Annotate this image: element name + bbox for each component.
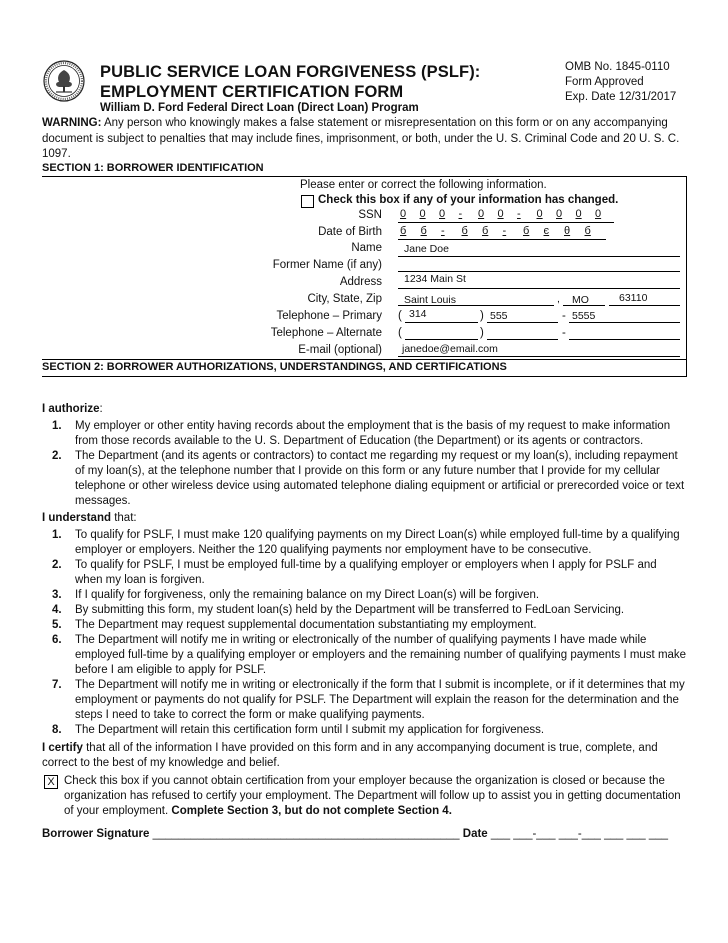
- ssn-field[interactable]: [400, 208, 616, 222]
- city-state-zip-label: City, State, Zip: [307, 293, 382, 305]
- state-field[interactable]: MO: [572, 294, 589, 306]
- understand-list: [42, 528, 687, 738]
- dob-field-char: θ: [564, 225, 571, 237]
- ssn-field-char: 0: [595, 208, 602, 220]
- authorize-bold: I authorize: [42, 403, 100, 415]
- authorize-colon: :: [99, 403, 103, 415]
- dob-field-char: є: [543, 225, 550, 237]
- list-number: 3.: [52, 589, 62, 601]
- list-item-text: The Department (and its agents or contractors) to contact me regarding my request or my loan(s), including repayment of my loan(s), at the telephone number that I provide on this form or any future number that I provide for my cellular telephone or other wireless device using automated telephone dialing equipment or artificial or prerecorded voice or text messages.: [75, 450, 685, 507]
- dob-field-char: б: [420, 225, 427, 237]
- address-field[interactable]: 1234 Main St: [404, 273, 466, 285]
- city-field[interactable]: Saint Louis: [404, 294, 456, 306]
- date-line[interactable]: ___ ___-___ ___-___ ___ ___ ___: [490, 828, 669, 840]
- phone-primary-paren-open: (: [398, 310, 402, 322]
- authorize-list: [42, 419, 687, 509]
- signature-row: [42, 827, 687, 842]
- dob-field-char: б: [523, 225, 530, 237]
- title-line-2: EMPLOYMENT CERTIFICATION FORM: [100, 83, 404, 101]
- phone-area-field[interactable]: 314: [409, 308, 427, 320]
- section2-top-rule: [42, 359, 687, 360]
- section1-rule: [42, 176, 687, 177]
- form-title: [100, 62, 480, 102]
- dob-field-char: б: [584, 225, 591, 237]
- no-certification-checkbox[interactable]: X: [44, 775, 58, 789]
- address-underline: [398, 288, 680, 289]
- list-item-text: To qualify for PSLF, I must make 120 qualifying payments on my Direct Loan(s) while employed full-time by a qualifying employer or employers. Neither the 120 qualifying payments nor employment have to be consecutive.: [75, 529, 680, 556]
- dob-field-char: б: [461, 225, 468, 237]
- warning-label: WARNING:: [42, 117, 102, 129]
- phone-alternate-label: Telephone – Alternate: [270, 327, 382, 339]
- info-changed-checkbox[interactable]: [301, 195, 314, 208]
- list-item: [42, 419, 687, 449]
- understand-rest: that:: [111, 512, 137, 524]
- certify-bold: I certify: [42, 742, 83, 754]
- date-label: Date: [462, 828, 488, 840]
- section2-heading: SECTION 2: BORROWER AUTHORIZATIONS, UNDERSTANDINGS, AND CERTIFICATIONS: [42, 361, 507, 373]
- expiration-date: Exp. Date 12/31/2017: [565, 91, 677, 103]
- list-item: [42, 618, 687, 633]
- former-name-label: Former Name (if any): [272, 259, 382, 271]
- ssn-field-char: 0: [439, 208, 446, 220]
- list-number: 7.: [52, 679, 62, 691]
- ssn-field-char: 0: [419, 208, 426, 220]
- list-item: [42, 588, 687, 603]
- former-name-field[interactable]: [404, 259, 674, 271]
- list-number: 2.: [52, 450, 62, 462]
- program-subtitle: William D. Ford Federal Direct Loan (Direct Loan) Program: [100, 102, 419, 114]
- list-number: 5.: [52, 619, 62, 631]
- list-number: 1.: [52, 420, 62, 432]
- list-number: 2.: [52, 559, 62, 571]
- list-item: [42, 558, 687, 588]
- no-certification-text: Check this box if you cannot obtain certification from your employer because the organization is closed or because the organization has refused to certify your employment. The Department will follow up to assist you in getting documentation of your employment.: [64, 775, 681, 817]
- zip-underline: [609, 305, 680, 306]
- list-item-text: By submitting this form, my student loan(s) held by the Department will be transferred to FedLoan Servicing.: [75, 604, 625, 616]
- section2-rule: [42, 376, 687, 377]
- email-label: E-mail (optional): [298, 344, 382, 356]
- former-name-underline: [398, 271, 680, 272]
- dob-field[interactable]: [400, 225, 608, 239]
- phone-alt-area-field[interactable]: [405, 339, 478, 340]
- phone-primary-paren-close: ): [480, 310, 484, 322]
- warning-text: Any person who knowingly makes a false statement or misrepresentation on this form or on any accompanying document is subject to penalties that may include fines, imprisonment, or both, under the U. S. Criminal Code and 20 U. S. C. 1097.: [42, 117, 680, 160]
- ssn-field-char: 0: [478, 208, 485, 220]
- phone-alt-paren-close: ): [480, 327, 484, 339]
- ssn-field-char: 0: [536, 208, 543, 220]
- ssn-field-char: -: [517, 208, 521, 220]
- list-number: 1.: [52, 529, 62, 541]
- list-item: [42, 633, 687, 678]
- list-item: [42, 678, 687, 723]
- section1-heading: SECTION 1: BORROWER IDENTIFICATION: [42, 162, 264, 174]
- list-item: [42, 723, 687, 738]
- list-item: [42, 449, 687, 509]
- list-number: 4.: [52, 604, 62, 616]
- name-label: Name: [351, 242, 382, 254]
- dob-field-char: б: [482, 225, 489, 237]
- department-seal-icon: [43, 60, 85, 102]
- dob-label: Date of Birth: [318, 226, 382, 238]
- signature-label: Borrower Signature: [42, 828, 150, 840]
- phone-alt-line-field[interactable]: [569, 339, 680, 340]
- name-field[interactable]: Jane Doe: [404, 243, 449, 255]
- dob-field-char: б: [400, 225, 407, 237]
- phone-prefix-field[interactable]: 555: [490, 310, 508, 322]
- list-item: [42, 603, 687, 618]
- name-underline: [398, 256, 680, 257]
- ssn-field-char: -: [458, 208, 463, 220]
- omb-number: OMB No. 1845-0110: [565, 61, 670, 73]
- email-underline: [398, 356, 680, 357]
- city-state-comma: ,: [557, 293, 560, 305]
- dob-field-char: -: [441, 225, 445, 237]
- list-number: 8.: [52, 724, 62, 736]
- zip-field[interactable]: 63110: [619, 292, 648, 304]
- form-approved: Form Approved: [565, 76, 644, 88]
- list-item-text: The Department will notify me in writing or electronically of the number of qualifying payments I have made while employed full-time by a qualifying employer or employers and the remaining number of qualifying payments I must make before I am eligible to apply for PSLF.: [75, 634, 687, 676]
- ssn-field-char: 0: [575, 208, 582, 220]
- address-label: Address: [339, 276, 382, 288]
- ssn-underline: [398, 222, 614, 223]
- ssn-field-char: 0: [400, 208, 407, 220]
- phone-prefix-underline: [487, 322, 558, 323]
- ssn-label: SSN: [358, 209, 382, 221]
- understand-heading: [42, 511, 687, 526]
- authorize-heading: [42, 402, 687, 417]
- phone-primary-label: Telephone – Primary: [276, 310, 382, 322]
- list-item-text: If I qualify for forgiveness, only the remaining balance on my Direct Loan(s) will be forgiven.: [75, 589, 540, 601]
- phone-line-field[interactable]: 5555: [572, 310, 596, 322]
- phone-line-underline: [569, 322, 680, 323]
- list-item-text: To qualify for PSLF, I must be employed full-time by a qualifying employer or employers when I apply for PSLF and when my loan is forgiven.: [75, 559, 657, 586]
- phone-alt-paren-open: (: [398, 327, 402, 339]
- ssn-field-char: 0: [556, 208, 563, 220]
- info-changed-label: Check this box if any of your information has changed.: [318, 194, 619, 206]
- list-item-text: My employer or other entity having records about the employment that is the basis of my request to make information from those records available to the U. S. Department of Education (the Department) or its agents or contractors.: [75, 420, 671, 447]
- email-field[interactable]: janedoe@email.com: [402, 343, 498, 355]
- section2-content: [42, 402, 687, 842]
- section1-right-border: [686, 176, 687, 360]
- ssn-field-char: 0: [497, 208, 504, 220]
- section1-instructions: Please enter or correct the following information.: [300, 179, 547, 191]
- list-item-text: The Department will retain this certification form until I submit my application for forgiveness.: [75, 724, 545, 736]
- list-item: [42, 528, 687, 558]
- omb-block: [565, 60, 676, 105]
- dob-field-char: -: [502, 225, 507, 237]
- phone-area-underline: [405, 322, 478, 323]
- certify-paragraph: [42, 741, 687, 771]
- no-certification-bold: Complete Section 3, but do not complete Section 4.: [171, 805, 452, 817]
- phone-primary-dash: -: [562, 310, 566, 322]
- section2-right-border: [686, 359, 687, 376]
- list-item-text: The Department will notify me in writing or electronically if the form that I submit is incomplete, or if it determines that my employment or payments do not qualify for PSLF. The Department will explain the reason for the determination and the steps I need to take to correct the form or make qualifying payments.: [75, 679, 685, 721]
- no-certification-block: [42, 774, 687, 819]
- warning-paragraph: [42, 116, 687, 163]
- certify-text: that all of the information I have provided on this form and in any accompanying document is true, complete, and correct to the best of my knowledge and belief.: [42, 742, 658, 769]
- signature-line[interactable]: ________________________________________________: [152, 828, 460, 840]
- list-number: 6.: [52, 634, 62, 646]
- dob-underline: [398, 239, 606, 240]
- phone-alt-dash: -: [562, 327, 566, 339]
- understand-bold: I understand: [42, 512, 112, 524]
- title-line-1: PUBLIC SERVICE LOAN FORGIVENESS (PSLF):: [100, 63, 481, 81]
- phone-alt-prefix-field[interactable]: [487, 339, 558, 340]
- list-item-text: The Department may request supplemental documentation substantiating my employment.: [75, 619, 537, 631]
